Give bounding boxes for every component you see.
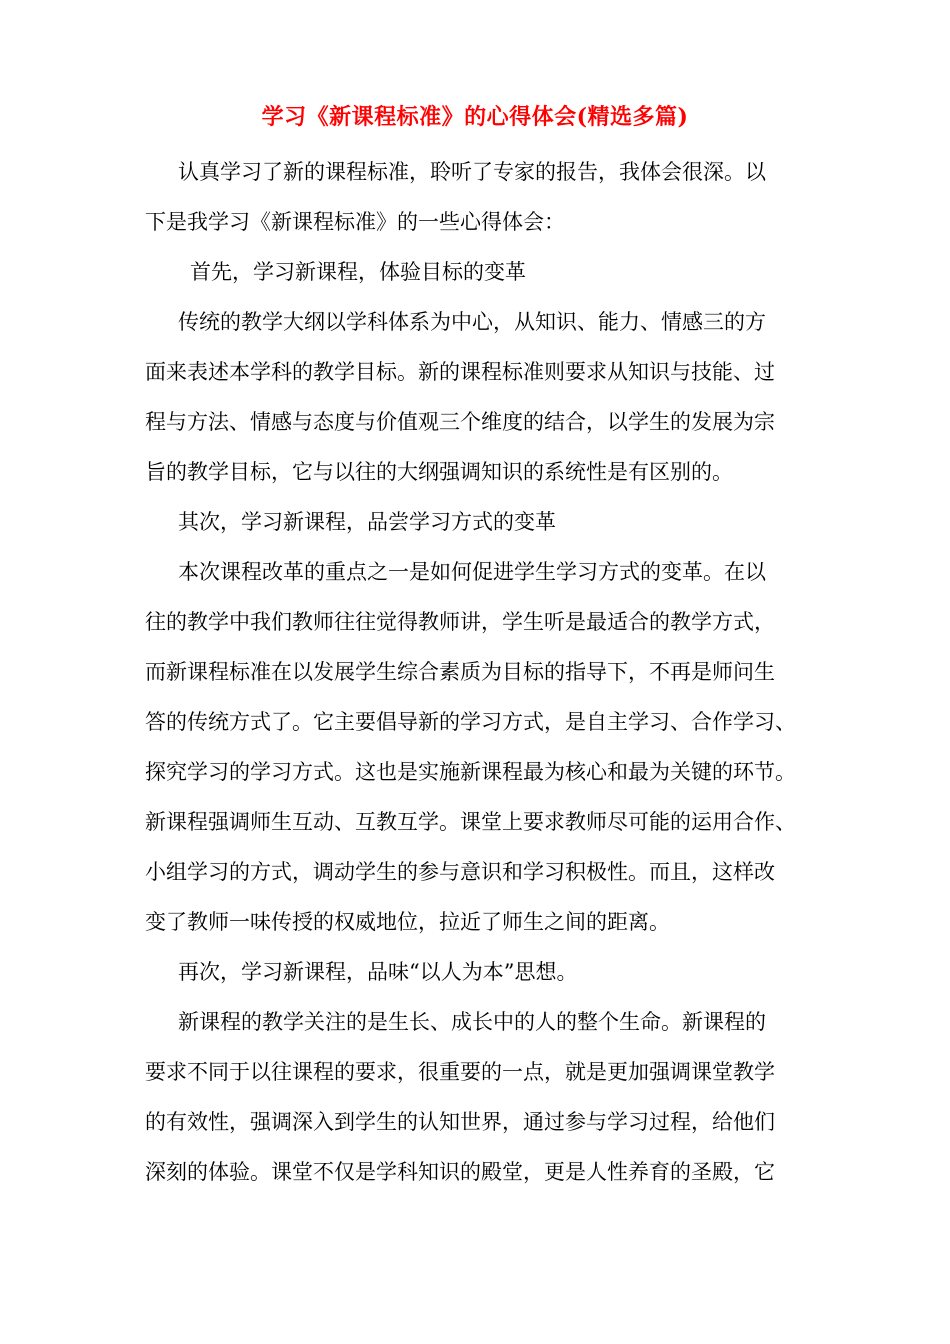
text-line: 深刻的体验。课堂不仅是学科知识的殿堂，更是人性养育的圣殿，它 [145,1160,775,1184]
text-line: 而新课程标准在以发展学生综合素质为目标的指导下，不再是师问生 [145,660,775,684]
text-line: 新课程的教学关注的是生长、成长中的人的整个生命。新课程的 [178,1010,766,1034]
text-line: 新课程强调师生互动、互教互学。课堂上要求教师尽可能的运用合作、 [145,810,796,834]
text-line: 变了教师一味传授的权威地位，拉近了师生之间的距离。 [145,910,670,934]
text-line: 其次，学习新课程，品尝学习方式的变革 [178,510,556,534]
text-line: 旨的教学目标，它与以往的大纲强调知识的系统性是有区别的。 [145,460,733,484]
document-title: 学习《新课程标准》的心得体会(精选多篇) [261,104,689,130]
text-line: 程与方法、情感与态度与价值观三个维度的结合，以学生的发展为宗 [145,410,775,434]
text-line: 首先，学习新课程，体验目标的变革 [190,260,526,284]
text-line: 传统的教学大纲以学科体系为中心，从知识、能力、情感三的方 [178,310,766,334]
text-line: 下是我学习《新课程标准》的一些心得体会： [145,210,565,234]
text-line: 认真学习了新的课程标准，聆听了专家的报告，我体会很深。以 [178,160,766,184]
text-line: 面来表述本学科的教学目标。新的课程标准则要求从知识与技能、过 [145,360,775,384]
text-line: 的有效性，强调深入到学生的认知世界，通过参与学习过程，给他们 [145,1110,775,1134]
text-line: 要求不同于以往课程的要求，很重要的一点，就是更加强调课堂教学 [145,1060,775,1084]
document-body [145,150,810,1200]
text-line: 再次，学习新课程，品味“以人为本”思想。 [178,960,578,984]
text-line: 答的传统方式了。它主要倡导新的学习方式，是自主学习、合作学习、 [145,710,796,734]
text-line: 小组学习的方式，调动学生的参与意识和学习积极性。而且，这样改 [145,860,775,884]
text-line: 探究学习的学习方式。这也是实施新课程最为核心和最为关键的环节。 [145,760,796,784]
text-line: 往的教学中我们教师往往觉得教师讲，学生听是最适合的教学方式， [145,610,775,634]
text-line: 本次课程改革的重点之一是如何促进学生学习方式的变革。在以 [178,560,766,584]
